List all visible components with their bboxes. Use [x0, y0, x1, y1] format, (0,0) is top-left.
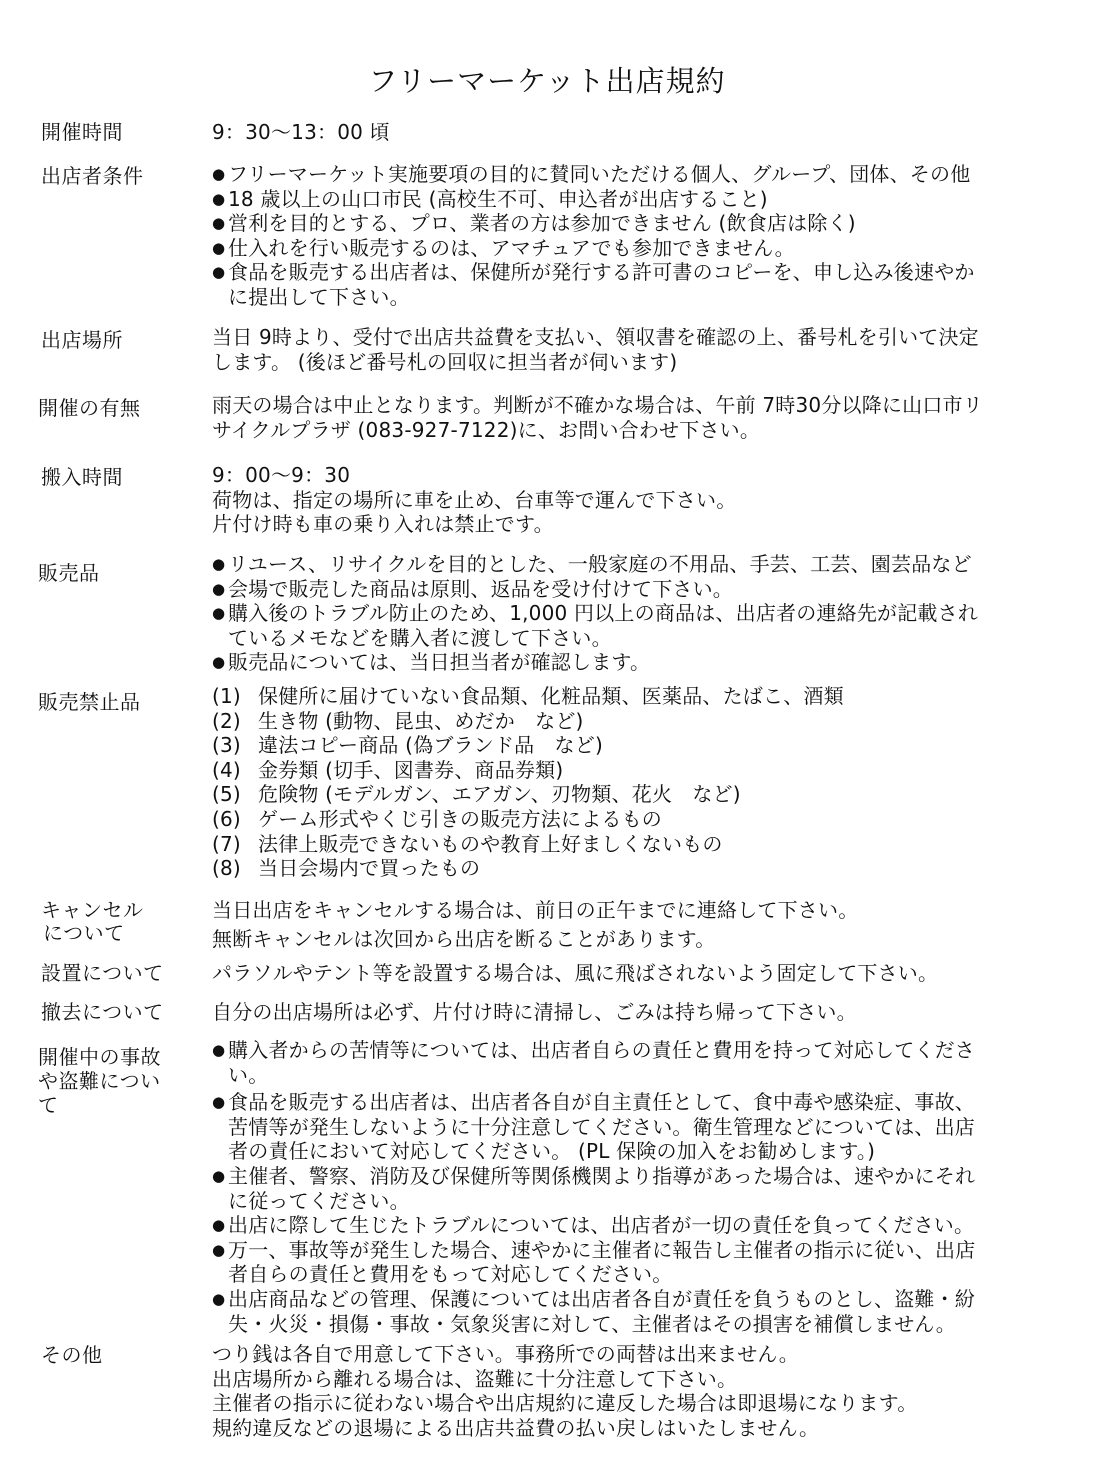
- bullet-icon: ●: [212, 165, 226, 183]
- list-item: (3) 違法コピー商品 (偽ブランド品 など): [212, 733, 603, 758]
- label-prohibited: 販売禁止品: [38, 690, 141, 714]
- bullet-icon: ●: [212, 579, 226, 598]
- list-item: ● 主催者、警察、消防及び保健所等関係機関より指導があった場合は、速やかにそれ に従ってください。: [212, 1163, 976, 1213]
- bullet-icon: ●: [212, 238, 226, 257]
- label-loading: 搬入時間: [41, 465, 123, 489]
- removal-content: 自分の出店場所は必ず、片付け時に清掃し、ごみは持ち帰って下さい。: [212, 1000, 857, 1024]
- hours-content: [212, 120, 1052, 145]
- bullet-icon: ●: [212, 1093, 226, 1112]
- list-item: ● 食品を販売する出店者は、保健所が発行する許可書のコピーを、申し込み後速やか に提出して下さい。: [212, 260, 975, 309]
- prohibited-list: [212, 684, 1052, 881]
- list-item: (6) ゲーム形式やくじ引きの販売方法によるもの: [212, 806, 662, 831]
- bullet-icon: ●: [212, 1166, 226, 1185]
- bullet-icon: ●: [212, 555, 226, 573]
- conditions-list: [212, 162, 1052, 310]
- list-item: (2) 生き物 (動物、昆虫、めだか など): [212, 708, 584, 733]
- bullet-icon: ●: [212, 263, 226, 282]
- setup-content: パラソルやテント等を設置する場合は、風に飛ばされないよう固定して下さい。: [212, 961, 939, 985]
- label-goods: 販売品: [38, 561, 100, 585]
- list-item: ● 仕入れを行い販売するのは、アマチュアでも参加できません。: [212, 235, 795, 260]
- held-content: 雨天の場合は中止となります。判断が不確かな場合は、午前 7時30分以降に山口市リ サイクルプラザ (083-927-7122)に、お問い合わせ下さい。: [212, 393, 983, 442]
- bullet-icon: ●: [212, 1216, 226, 1235]
- bullet-icon: ●: [212, 1041, 226, 1059]
- list-item: ● 販売品については、当日担当者が確認します。: [212, 650, 651, 675]
- list-item: (4) 金券類 (切手、図書券、商品券類): [212, 757, 564, 782]
- list-item: ● フリーマーケット実施要項の目的に賛同いただける個人、グループ、団体、その他: [212, 162, 971, 186]
- list-item: ● 出店商品などの管理、保護については出店者各自が責任を負うものとし、盗難・紛 失・火災・損傷・事故・気象災害に対して、主催者はその損害を補償しません。: [212, 1286, 975, 1336]
- bullet-icon: ●: [212, 214, 226, 233]
- accident-list: [212, 1038, 1052, 1336]
- loading-content: 9：00～9：30 荷物は、指定の場所に車を止め、台車等で運んで下さい。 片付け時も車の乗り入れは禁止です。: [212, 463, 737, 537]
- label-location: 出店場所: [41, 328, 123, 352]
- bullet-icon: ●: [212, 653, 226, 672]
- list-item: ● リユース、リサイクルを目的とした、一般家庭の不用品、手芸、工芸、園芸品など: [212, 552, 972, 576]
- bullet-icon: ●: [212, 1240, 226, 1259]
- label-hours: 開催時間: [41, 120, 123, 144]
- label-accident: 開催中の事故 や盗難につい て: [38, 1045, 161, 1117]
- list-item: (7) 法律上販売できないものや教育上好ましくないもの: [212, 831, 723, 856]
- list-item: (5) 危険物 (モデルガン、エアガン、刃物類、花火 など): [212, 782, 741, 807]
- hours-line: 9：30～13：00 頃: [212, 120, 390, 144]
- list-item: ● 購入後のトラブル防止のため、1,000 円以上の商品は、出店者の連絡先が記載され ているメモなどを購入者に渡して下さい。: [212, 601, 979, 650]
- label-cancel: キャンセル について: [41, 898, 144, 945]
- label-setup: 設置について: [41, 961, 164, 985]
- list-item: ● 購入者からの苦情等については、出店者自らの責任と費用を持って対応してくださ い。: [212, 1038, 975, 1087]
- other-content: つり銭は各自で用意して下さい。事務所での両替は出来ません。 出店場所から離れる場合は、盗難に十分注意して下さい。 主催者の指示に従わない場合や出店規約に違反した場合は即退場になります。 規約違反などの退場による出店共益費の払い戻しはいたしません。: [212, 1342, 918, 1440]
- label-removal: 撤去について: [41, 1000, 164, 1024]
- label-held: 開催の有無: [38, 396, 141, 420]
- bullet-icon: ●: [212, 189, 226, 208]
- label-conditions: 出店者条件: [41, 164, 144, 188]
- list-item: (8) 当日会場内で買ったもの: [212, 856, 481, 881]
- list-item: ● 18 歳以上の山口市民 (高校生不可、申込者が出店すること): [212, 186, 768, 211]
- label-other: その他: [41, 1343, 103, 1367]
- bullet-icon: ●: [212, 1289, 226, 1308]
- list-item: ● 会場で販売した商品は原則、返品を受け付けて下さい。: [212, 576, 733, 601]
- bullet-icon: ●: [212, 604, 226, 623]
- list-item: ● 営利を目的とする、プロ、業者の方は参加できません (飲食店は除く): [212, 211, 856, 236]
- list-item: ● 出店に際して生じたトラブルについては、出店者が一切の責任を負ってください。: [212, 1213, 975, 1238]
- location-content: 当日 9時より、受付で出店共益費を支払い、領収書を確認の上、番号札を引いて決定 します。 (後ほど番号札の回収に担当者が伺います): [212, 325, 979, 374]
- document-title: フリーマーケット出店規約: [368, 64, 726, 98]
- list-item: ● 万一、事故等が発生した場合、速やかに主催者に報告し主催者の指示に従い、出店 者自らの責任と費用をもって対応してください。: [212, 1237, 976, 1287]
- goods-list: [212, 552, 1052, 675]
- list-item: ● 食品を販売する出店者は、出店者各自が自主責任として、食中毒や感染症、事故、 苦情等が発生しないように十分注意してください。衛生管理などについては、出店 者の責任において対応してください。 (PL 保険の加入をお勧めします。): [212, 1090, 975, 1164]
- list-item: (1) 保健所に届けていない食品類、化粧品類、医薬品、たばこ、酒類: [212, 684, 844, 708]
- cancel-content: 当日出店をキャンセルする場合は、前日の正午までに連絡して下さい。 無断キャンセルは次回から出店を断ることがあります。: [212, 898, 859, 951]
